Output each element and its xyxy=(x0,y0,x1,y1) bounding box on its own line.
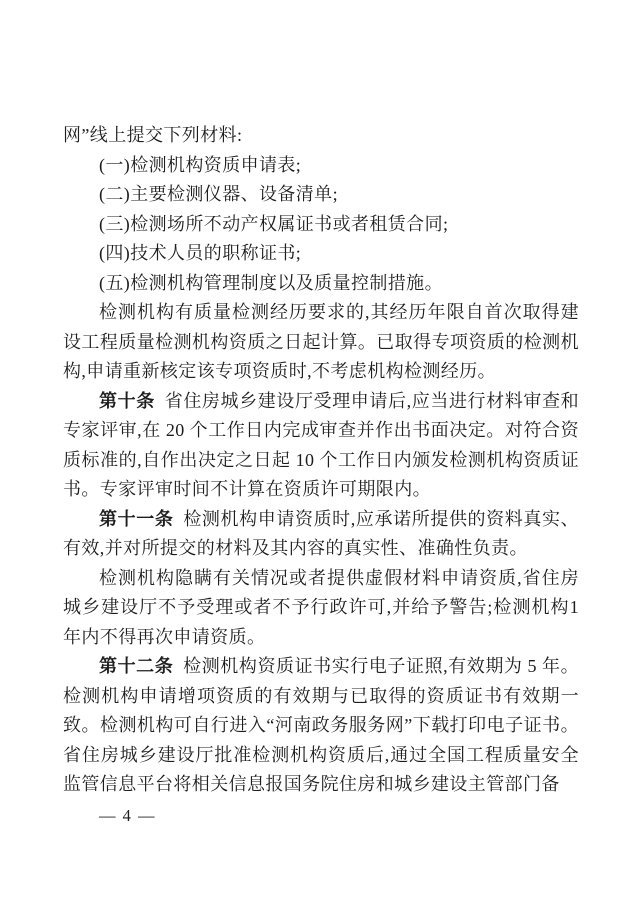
page-number: — 4 — xyxy=(99,806,156,825)
material-item-4: (四)技术人员的职称证书; xyxy=(99,243,302,263)
article-10-body: 省住房城乡建设厅受理申请后,应当进行材料审查和专家评审,在 20 个工作日内完成审查并作出书面决定。对符合资质标准的,自作出决定之日起 10 个工作日内颁发检测机构资质证书。专家评审时间不计算在资质许可期限内。 xyxy=(63,390,579,499)
concealment-paragraph: 检测机构隐瞒有关情况或者提供虚假材料申请资质,省住房城乡建设厅不予受理或者不予行政许可,并给予警告;检测机构1年内不得再次申请资质。 xyxy=(63,567,579,647)
article-11-paragraph xyxy=(63,505,579,564)
material-item-1: (一)检测机构资质申请表; xyxy=(99,154,302,175)
article-10-paragraph xyxy=(63,387,579,505)
material-item-3: (三)检测场所不动产权属证书或者租赁合同; xyxy=(99,213,449,234)
experience-paragraph: 检测机构有质量检测经历要求的,其经历年限自首次取得建设工程质量检测机构资质之日起计算。已取得专项资质的检测机构,申请重新核定该专项资质时,不考虑机构检测经历。 xyxy=(63,302,579,381)
material-item-5: (五)检测机构管理制度以及质量控制措施。 xyxy=(99,272,443,293)
article-10-number: 第十条 xyxy=(99,390,155,411)
document-text-block xyxy=(63,121,579,800)
article-12-paragraph xyxy=(63,652,579,800)
continuation-line: 网”线上提交下列材料: xyxy=(63,125,243,145)
article-11-number: 第十一条 xyxy=(99,508,174,529)
article-12-number: 第十二条 xyxy=(99,656,174,676)
article-12-body: 检测机构资质证书实行电子证照,有效期为 5 年。检测机构申请增项资质的有效期与已取得的资质证书有效期一致。检测机构可自行进入“河南政务服务网”下载打印电子证书。省住房城乡建设厅批准检测机构资质后,通过全国工程质量安全监管信息平台将相关信息报国务院住房和城乡建设主管部门备 xyxy=(63,656,579,794)
article-11-body: 检测机构申请资质时,应承诺所提供的资料真实、有效,并对所提交的材料及其内容的真实性、准确性负责。 xyxy=(63,508,579,558)
material-item-2: (二)主要检测仪器、设备清单; xyxy=(99,184,338,204)
